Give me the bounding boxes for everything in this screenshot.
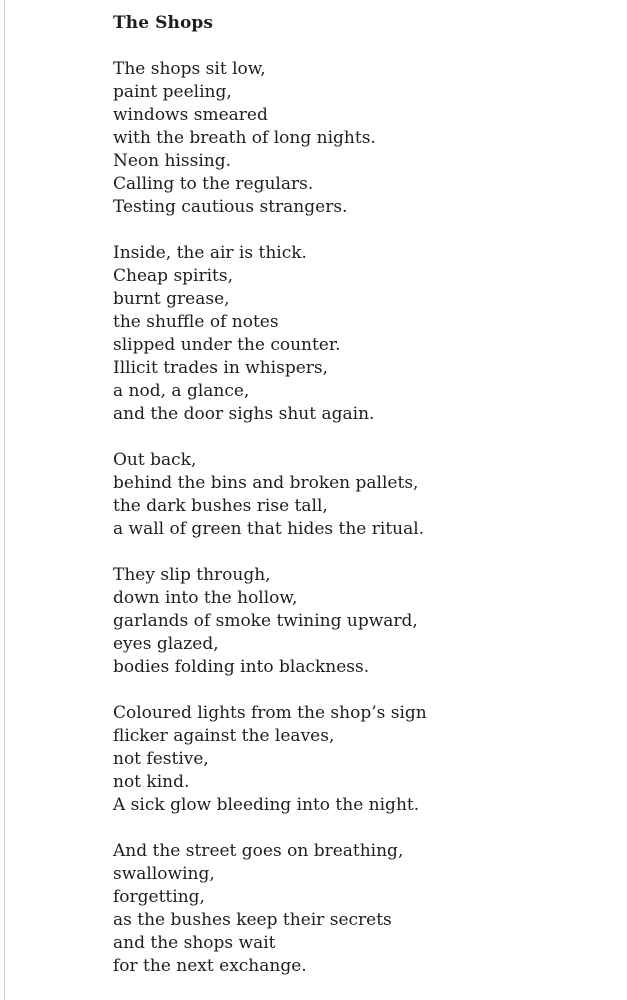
poem-line: They slip through, — [113, 565, 271, 585]
poem-line: Calling to the regulars. — [113, 174, 314, 194]
poem-line: eyes glazed, — [113, 634, 219, 654]
poem-line: forgetting, — [113, 887, 205, 907]
poem-line: a wall of green that hides the ritual. — [113, 519, 425, 539]
poem-line: not kind. — [113, 772, 190, 792]
poem-line: behind the bins and broken pallets, — [113, 473, 419, 493]
poem-line: Testing cautious strangers. — [113, 197, 348, 217]
poem-line: windows smeared — [113, 105, 268, 125]
poem-stanza — [113, 564, 427, 679]
poem-line: Coloured lights from the shop’s sign — [113, 703, 427, 723]
poem-line: A sick glow bleeding into the night. — [113, 795, 420, 815]
poem-line: with the breath of long nights. — [113, 128, 376, 148]
poem-stanza — [113, 242, 427, 426]
poem-line: paint peeling, — [113, 82, 232, 102]
poem-line: And the street goes on breathing, — [113, 841, 404, 861]
poem-line: and the shops wait — [113, 933, 276, 953]
poem-line: Illicit trades in whispers, — [113, 358, 329, 378]
poem-line: garlands of smoke twining upward, — [113, 611, 418, 631]
poem-line: a nod, a glance, — [113, 381, 250, 401]
poem-line: not festive, — [113, 749, 209, 769]
poem-line: Inside, the air is thick. — [113, 243, 307, 263]
poem-line: bodies folding into blackness. — [113, 657, 370, 677]
poem-line: The shops sit low, — [113, 59, 266, 79]
poem-line: Neon hissing. — [113, 151, 232, 171]
poem-line: down into the hollow, — [113, 588, 298, 608]
poem-title: The Shops — [113, 13, 214, 33]
poem-line: Cheap spirits, — [113, 266, 234, 286]
page-left-edge-line — [4, 0, 5, 1000]
poem-stanza — [113, 58, 427, 219]
poem-line: the shuffle of notes — [113, 312, 279, 332]
poem-line: for the next exchange. — [113, 956, 307, 976]
poem-line: slipped under the counter. — [113, 335, 341, 355]
poem-line: as the bushes keep their secrets — [113, 910, 392, 930]
poem-line: flicker against the leaves, — [113, 726, 335, 746]
poem-stanza — [113, 702, 427, 817]
poem-line: swallowing, — [113, 864, 215, 884]
poem-stanzas — [113, 58, 427, 978]
poem-content — [113, 12, 427, 1000]
poem-line: and the door sighs shut again. — [113, 404, 375, 424]
poem-line: the dark bushes rise tall, — [113, 496, 328, 516]
poem-stanza — [113, 449, 427, 541]
poem-line: burnt grease, — [113, 289, 230, 309]
poem-stanza — [113, 840, 427, 978]
poem-line: Out back, — [113, 450, 197, 470]
